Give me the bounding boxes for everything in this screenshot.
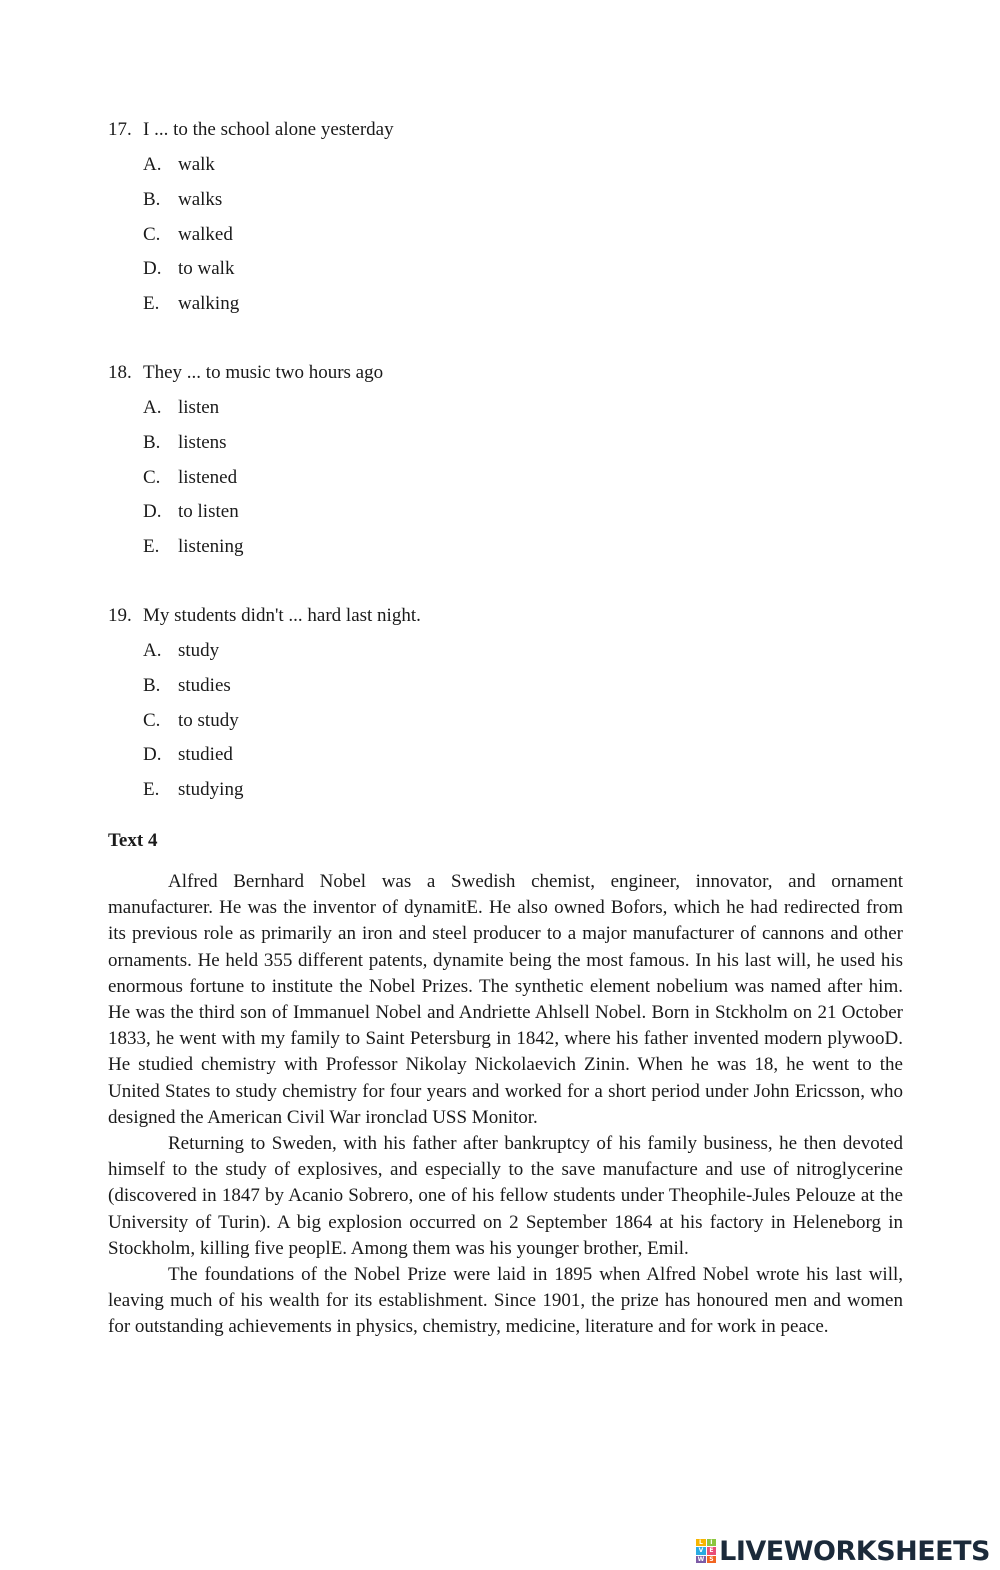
question-19 [108, 605, 421, 814]
logo-badge-cell: E [707, 1547, 717, 1554]
option-a[interactable] [108, 154, 394, 176]
option-d[interactable] [108, 258, 394, 280]
option-letter: B. [143, 188, 161, 210]
question-text: My students didn't ... hard last night. [143, 605, 421, 626]
logo-badge-cell: V [696, 1547, 706, 1554]
options-list [108, 640, 421, 801]
option-letter: C. [143, 466, 161, 488]
passage-paragraph-2: Returning to Sweden, with his father after bankruptcy of his family business, he then devoted himself to the study of explosives, and especially to the save manufacture and use of nitroglycerine (discovered in 1847 by Acanio Sobrero, one of his fellow students under Theophile-Jules Pelouze at the University of Turin). A big explosion occurred on 2 September 1864 at his factory in Heleneborg in Stockholm, killing five peoplE. Among them was his younger brother, Emil. [108, 1133, 903, 1259]
option-letter: A. [143, 397, 162, 418]
option-text: studied [178, 744, 233, 766]
passage-paragraph-3: The foundations of the Nobel Prize were laid in 1895 when Alfred Nobel wrote his last will, leaving much of his wealth for its establishment. Since 1901, the prize has honoured men and women for outstanding achievements in physics, chemistry, medicine, literature and for work in peace. [108, 1264, 903, 1338]
logo-badge-cell: W [697, 1555, 705, 1563]
option-e[interactable] [108, 293, 394, 315]
option-b[interactable] [108, 189, 394, 211]
logo-badge-cell: I [707, 1539, 717, 1546]
option-text: to walk [178, 258, 235, 280]
option-a[interactable] [108, 640, 421, 662]
logo-badge-icon [696, 1539, 716, 1563]
option-text: walk [178, 154, 215, 175]
option-letter: D. [143, 501, 162, 523]
reading-passage [108, 869, 903, 1341]
option-text: studies [178, 674, 231, 696]
option-letter: E. [143, 536, 160, 558]
option-text: listens [178, 431, 227, 453]
option-letter: B. [143, 674, 161, 696]
option-e[interactable] [108, 536, 383, 558]
option-text: listen [178, 397, 220, 418]
option-d[interactable] [108, 501, 383, 523]
logo-badge-cell: L [696, 1539, 706, 1546]
option-text: to study [178, 709, 239, 731]
option-text: study [178, 640, 220, 661]
question-number: 19. [108, 605, 132, 626]
question-text: They ... to music two hours ago [143, 362, 384, 383]
question-stem [108, 605, 421, 627]
question-number: 17. [108, 119, 132, 140]
option-letter: E. [143, 293, 160, 315]
option-c[interactable] [108, 467, 383, 489]
question-stem [108, 119, 394, 141]
option-letter: D. [143, 744, 162, 766]
option-letter: D. [143, 258, 162, 280]
option-b[interactable] [108, 432, 383, 454]
option-letter: C. [143, 223, 161, 245]
option-d[interactable] [108, 744, 421, 766]
logo-text: LIVEWORKSHEETS [719, 1535, 990, 1567]
option-text: walking [178, 293, 240, 315]
option-text: listened [178, 466, 238, 488]
option-text: studying [178, 779, 244, 801]
option-c[interactable] [108, 710, 421, 732]
question-17 [108, 119, 394, 328]
option-letter: A. [143, 154, 162, 175]
option-c[interactable] [108, 224, 394, 246]
options-list [108, 397, 383, 558]
question-number: 18. [108, 362, 132, 383]
option-letter: B. [143, 431, 161, 453]
option-b[interactable] [108, 675, 421, 697]
question-text: I ... to the school alone yesterday [143, 119, 394, 140]
option-text: walked [178, 223, 233, 245]
option-text: listening [178, 536, 244, 558]
section-title: Text 4 [108, 830, 158, 851]
option-e[interactable] [108, 779, 421, 801]
option-letter: C. [143, 709, 161, 731]
liveworksheets-logo[interactable] [696, 1536, 990, 1566]
option-letter: A. [143, 640, 162, 661]
option-text: walks [178, 188, 223, 210]
option-letter: E. [143, 779, 160, 801]
question-stem [108, 362, 383, 384]
question-18 [108, 362, 383, 571]
options-list [108, 154, 394, 315]
option-a[interactable] [108, 397, 383, 419]
logo-badge-cell: S [707, 1556, 717, 1563]
option-text: to listen [178, 501, 239, 523]
passage-paragraph-1: Alfred Bernhard Nobel was a Swedish chemist, engineer, innovator, and ornament manufacturer. He was the inventor of dynamitE. He also owned Bofors, which he had redirected from its previous role as primarily an iron and steel producer to a major manufacturer of cannons and other ornaments. He held 355 different patents, dynamite being the most famous. In his last will, he used his enormous fortune to institute the Nobel Prizes. The synthetic element nobelium was named after him. He was the third son of Immanuel Nobel and Andriette Ahlsell Nobel. Born in Stckholm on 21 October 1833, he went with my family to Saint Petersburg in 1842, where his father invented modern plywooD. He studied chemistry with Professor Nikolay Nickolaevich Zinin. When he was 18, he went to the United States to study chemistry for four years and worked for a short period under John Ericsson, who designed the American Civil War ironclad USS Monitor. [108, 871, 903, 1128]
